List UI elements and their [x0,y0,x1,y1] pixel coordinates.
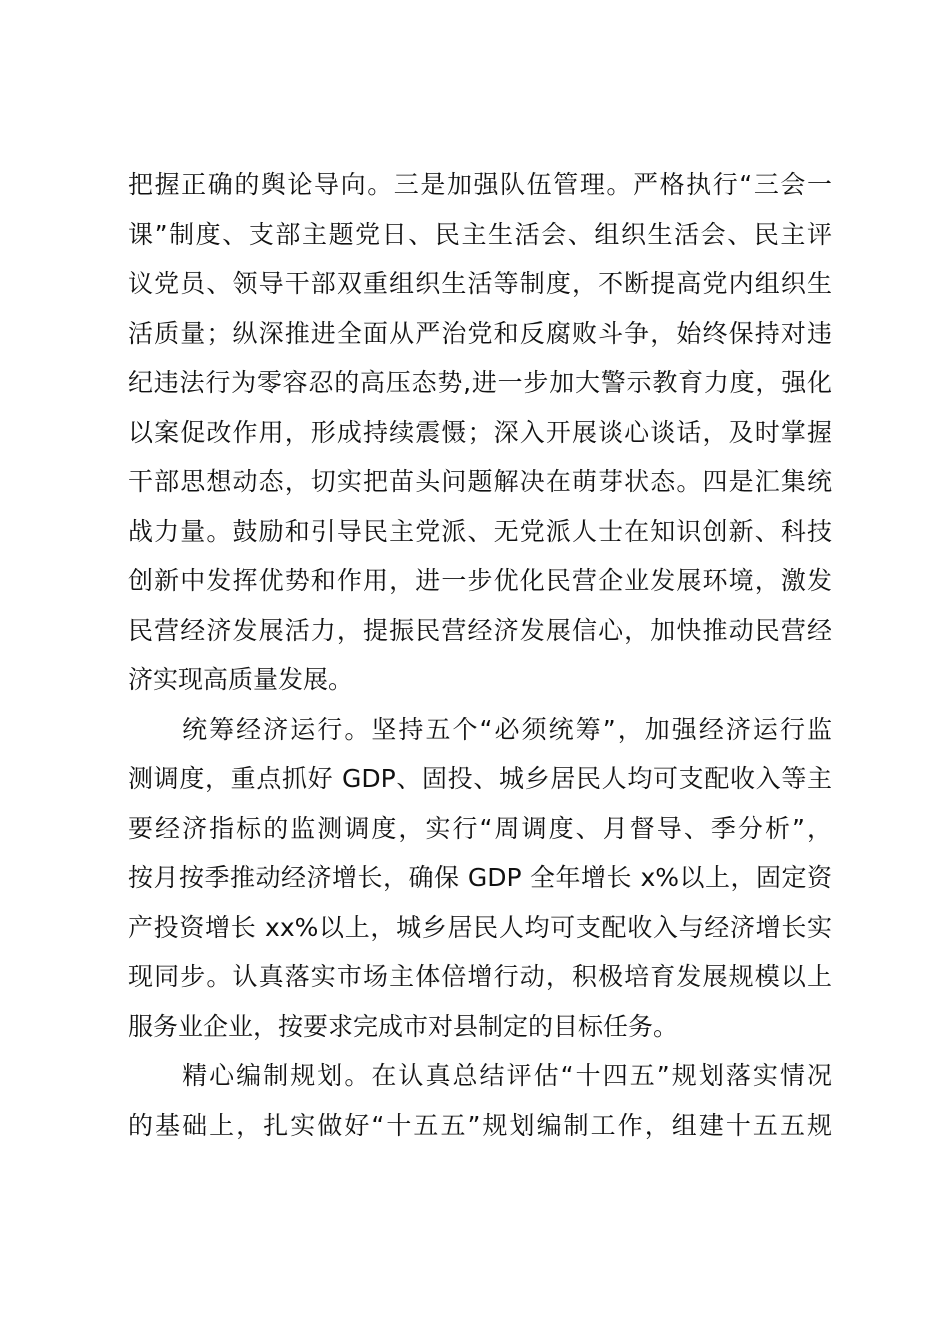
text-line: 议党员、领导干部双重组织生活等制度，不断提高党内组织生 [128,269,832,298]
text-line: 民营经济发展活力，提振民营经济发展信心，加快推动民营经 [128,615,832,645]
text-line: 战力量。鼓励和引导民主党派、无党派人士在知识创新、科技 [128,516,832,546]
paragraph-end-line: 济实现高质量发展。 [128,665,354,694]
text-line: 按月按季推动经济增长，确保 GDP 全年增长 x%以上，固定资 [128,863,832,892]
text-line: 把握正确的舆论导向。三是加强队伍管理。严格执行“三会一 [128,170,832,199]
text-line: 精心编制规划。在认真总结评估“十四五”规划落实情况 [128,1061,832,1090]
text-line: 要经济指标的监测调度，实行“周调度、月督导、季分析”， [128,813,832,843]
text-line: 课”制度、支部主题党日、民主生活会、组织生活会、民主评 [128,219,832,249]
text-line: 现同步。认真落实市场主体倍增行动，积极培育发展规模以上 [128,962,832,991]
paragraph-end-line: 服务业企业，按要求完成市对县制定的目标任务。 [128,1011,679,1041]
text-line: 干部思想动态，切实把苗头问题解决在萌芽状态。四是汇集统 [128,467,832,496]
text-line: 测调度，重点抓好 GDP、固投、城乡居民人均可支配收入等主 [128,764,832,793]
text-line: 产投资增长 xx%以上，城乡居民人均可支配收入与经济增长实 [128,912,832,942]
text-line: 创新中发挥优势和作用，进一步优化民营企业发展环境，激发 [128,566,832,595]
document-body [128,160,832,1150]
text-line: 活质量；纵深推进全面从严治党和反腐败斗争，始终保持对违 [128,318,832,348]
text-line: 统筹经济运行。坚持五个“必须统筹”，加强经济运行监 [128,714,832,744]
text-line: 纪违法行为零容忍的高压态势,进一步加大警示教育力度，强化 [128,368,832,397]
text-line: 以案促改作用，形成持续震慑；深入开展谈心谈话，及时掌握 [128,417,832,447]
text-line: 的基础上，扎实做好“十五五”规划编制工作，组建十五五规 [128,1110,832,1140]
